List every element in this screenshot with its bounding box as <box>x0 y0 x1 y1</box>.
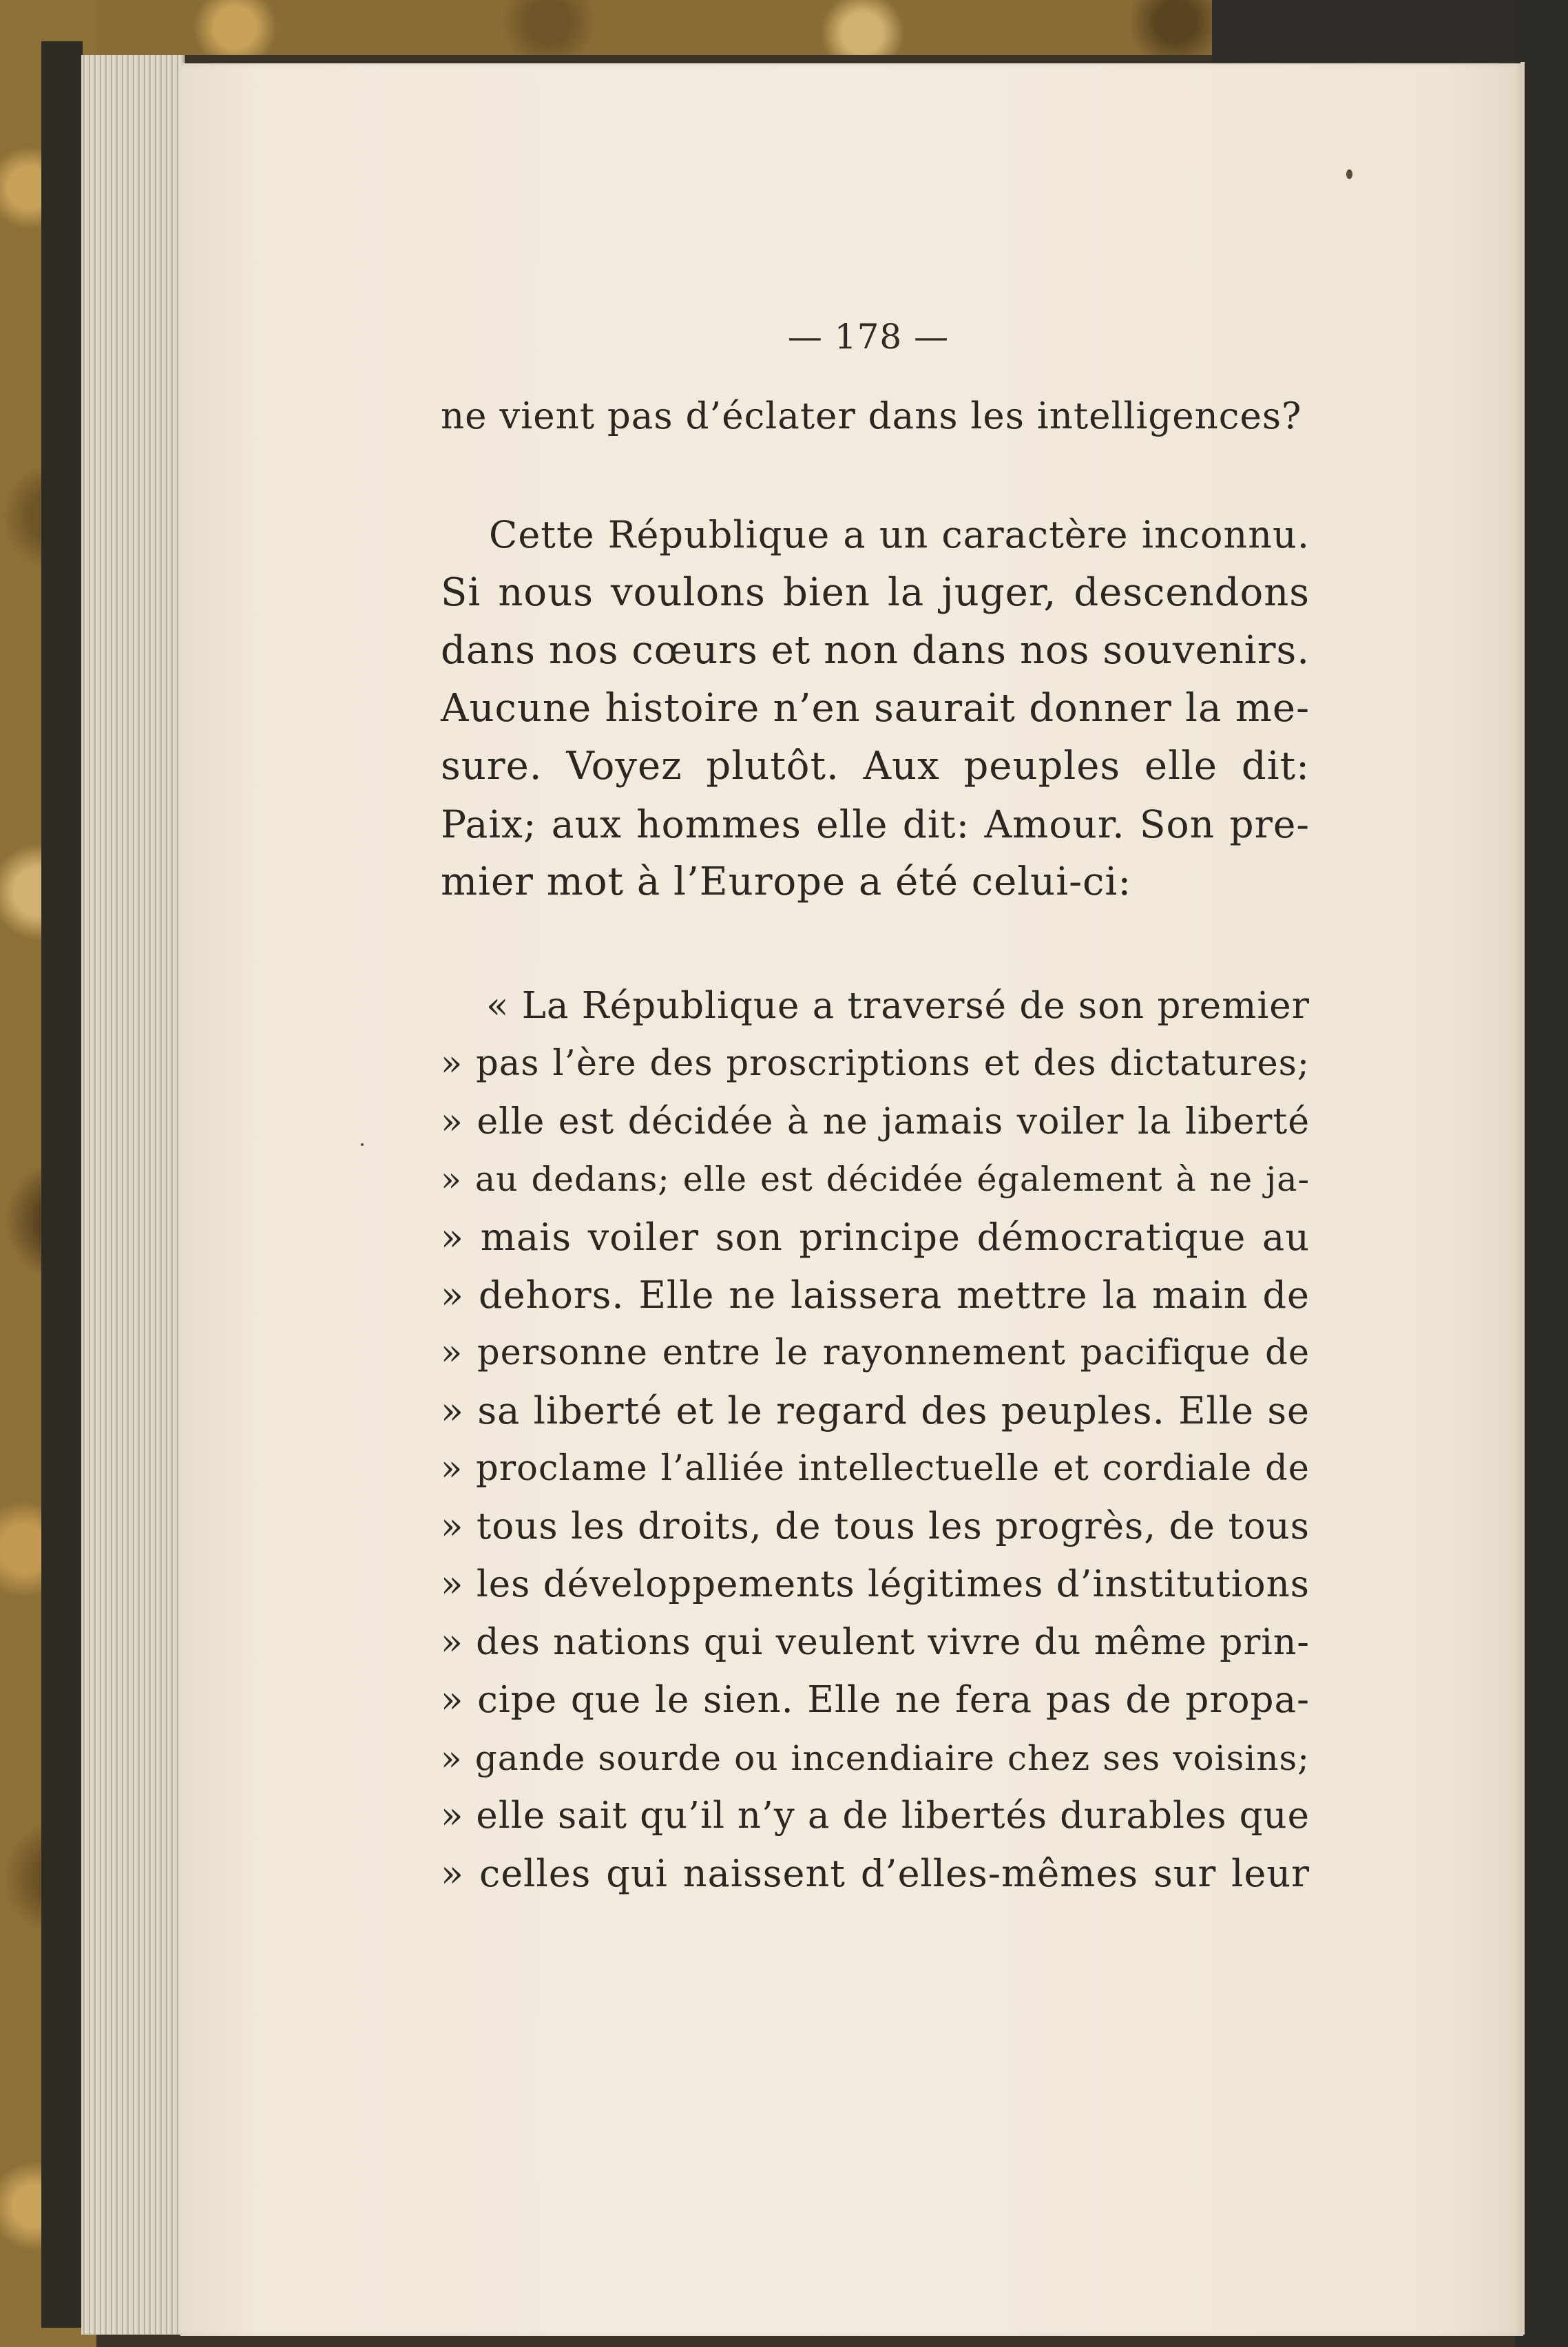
text-line: Si nous voulons bien la juger, descendons <box>441 570 1310 615</box>
quote-line: » cipe que le sien. Elle ne fera pas de propa- <box>441 1679 1310 1721</box>
page-stack-edge <box>81 55 185 2335</box>
text-line: mier mot à l’Europe a été celui-ci: <box>441 859 1132 904</box>
quote-line: » gande sourde ou incendiaire chez ses voisins; <box>441 1738 1310 1778</box>
page-gutter <box>1520 62 1525 2335</box>
text-line: Cette République a un caractère inconnu. <box>489 513 1310 556</box>
text-line: dans nos cœurs et non dans nos souvenirs. <box>441 628 1310 673</box>
quote-line: » proclame l’alliée intellectuelle et cordiale de <box>441 1448 1310 1489</box>
text-line: sure. Voyez plutôt. Aux peuples elle dit: <box>441 744 1310 789</box>
quote-line: » sa liberté et le regard des peuples. Elle se <box>441 1389 1310 1432</box>
ink-speck <box>1346 169 1352 179</box>
text-line: Aucune histoire n’en saurait donner la me- <box>441 686 1310 731</box>
quote-line: » dehors. Elle ne laissera mettre la main de <box>441 1273 1310 1317</box>
ink-speck <box>361 1143 364 1146</box>
cover-spine <box>41 41 83 2328</box>
quote-line: » elle sait qu’il n’y a de libertés durables que <box>441 1795 1310 1837</box>
quote-line: » tous les droits, de tous les progrès, de tous <box>441 1505 1310 1547</box>
quote-line: » personne entre le rayonnement pacifique de <box>441 1333 1310 1373</box>
quote-line: » au dedans; elle est décidée également à ne ja- <box>441 1160 1310 1199</box>
quote-line: » des nations qui veulent vivre du même prin- <box>441 1622 1310 1663</box>
text-line: Paix; aux hommes elle dit: Amour. Son pre- <box>441 802 1310 846</box>
quote-line: » mais voiler son principe démocratique au <box>441 1216 1310 1259</box>
quote-line: » elle est décidée à ne jamais voiler la liberté <box>441 1101 1310 1143</box>
quote-line: » les développements légitimes d’institutions <box>441 1563 1310 1605</box>
quote-line: » celles qui naissent d’elles-mêmes sur leur <box>441 1852 1310 1895</box>
page-number: — 178 — <box>787 317 950 357</box>
quote-line: « La République a traversé de son premier <box>486 985 1310 1027</box>
quote-line: » pas l’ère des proscriptions et des dictatures; <box>441 1043 1310 1084</box>
text-line: ne vient pas d’éclater dans les intelligences? <box>441 395 1302 437</box>
